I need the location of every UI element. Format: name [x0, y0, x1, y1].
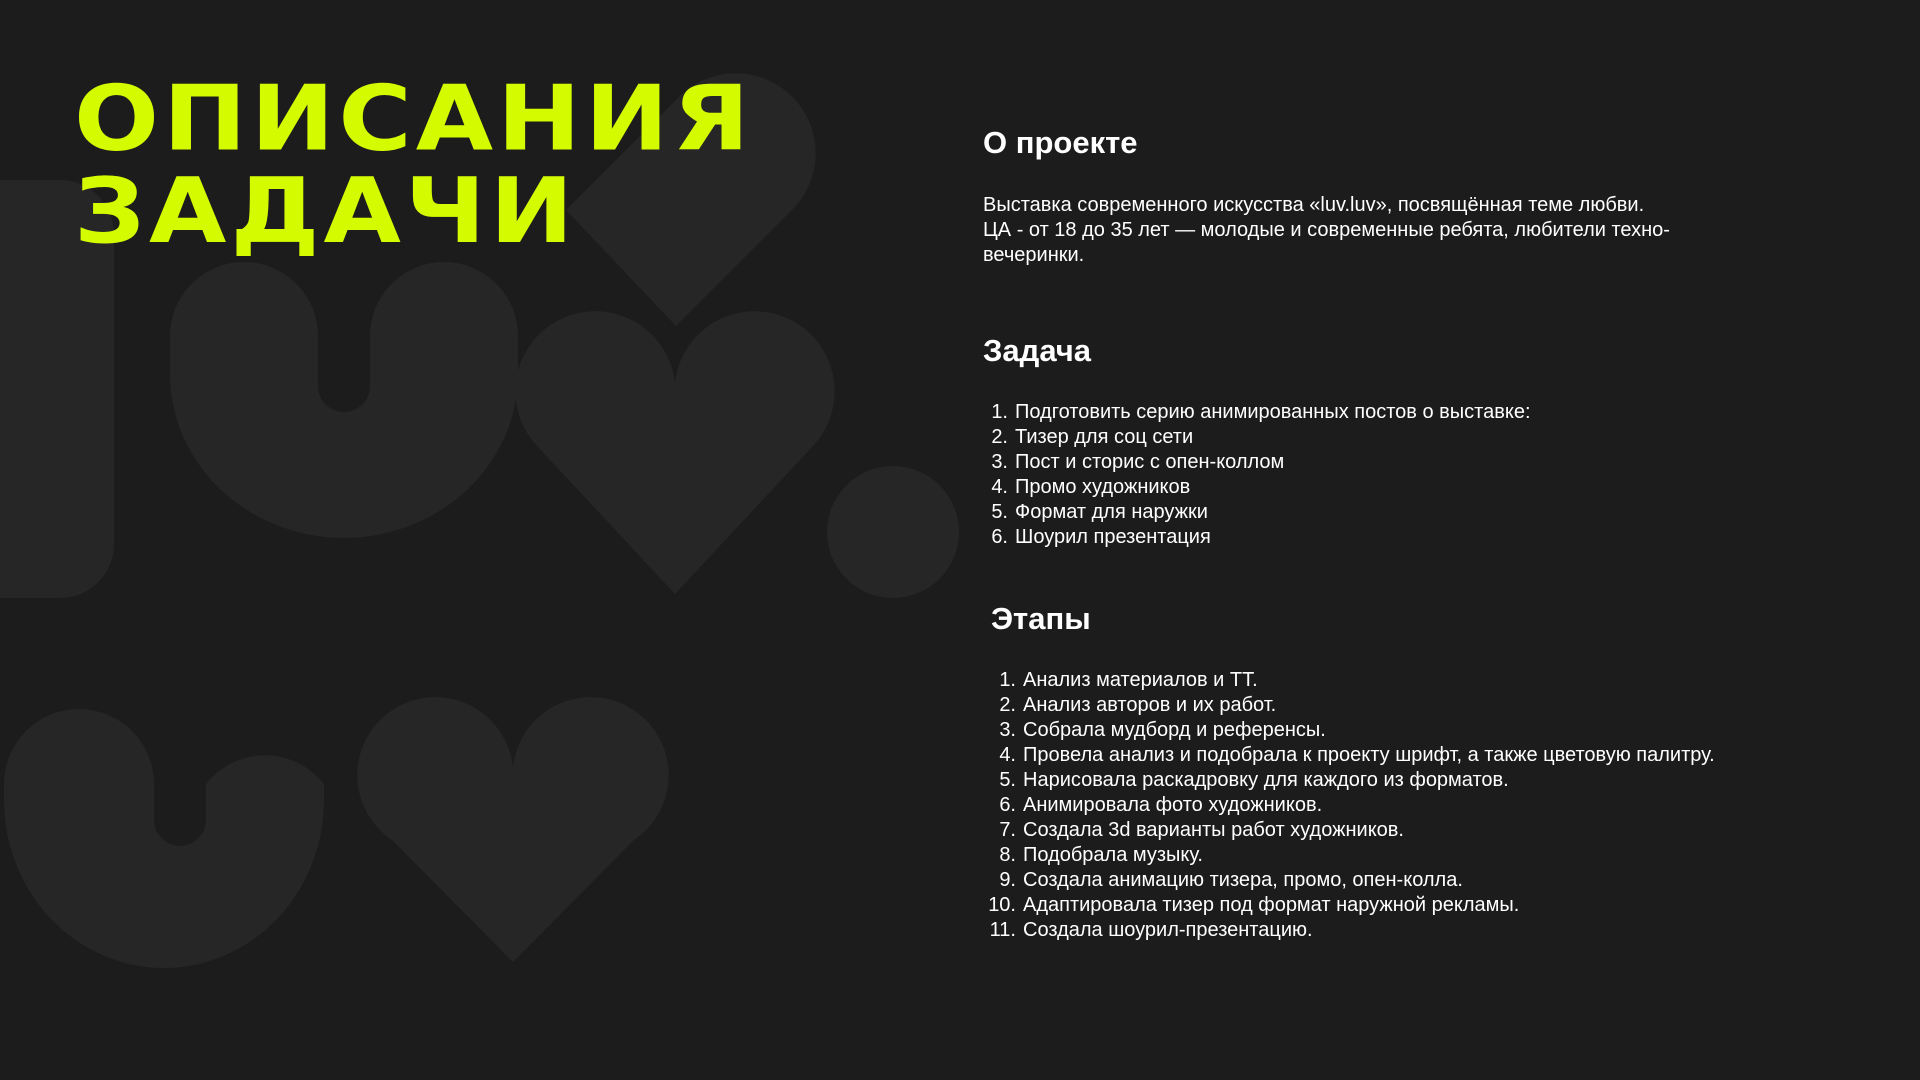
list-item: 9. Создала анимацию тизера, промо, опен-колла.	[999, 869, 1463, 891]
stages-section	[983, 599, 1920, 943]
stages-list	[983, 668, 1920, 943]
watermark-heart-bottom	[357, 697, 668, 962]
about-text	[983, 193, 1763, 268]
list-item: 3. Собрала мудборд и референсы.	[999, 719, 1326, 741]
task-section	[983, 331, 1920, 550]
about-line: Выставка современного искусства «luv.luv», посвящённая теме любви.	[983, 194, 1645, 216]
list-item: 4. Провела анализ и подобрала к проекту шрифт, а также цветовую палитру.	[999, 744, 1715, 766]
task-list	[983, 400, 1920, 550]
list-item: 5. Нарисовала раскадровку для каждого из форматов.	[999, 769, 1509, 791]
page-title-line-1: ОПИСАНИЯ	[74, 65, 754, 171]
list-item: 2. Тизер для соц сети	[991, 426, 1194, 448]
list-item: 2. Анализ авторов и их работ.	[999, 694, 1277, 716]
stages-heading: Этапы	[991, 601, 1091, 636]
list-item: 10. Адаптировала тизер под формат наружной рекламы.	[988, 894, 1520, 916]
about-heading: О проекте	[983, 125, 1138, 160]
page-title-line-2: ЗАДАЧИ	[74, 158, 578, 264]
watermark-dot	[827, 466, 959, 598]
list-item: 11. Создала шоурил-презентацию.	[989, 919, 1313, 941]
list-item: 6. Анимировала фото художников.	[999, 794, 1323, 816]
about-section	[983, 123, 1920, 268]
list-item: 1. Подготовить серию анимированных постов о выставке:	[991, 401, 1531, 423]
watermark-letter-u-bottom	[4, 709, 324, 968]
list-item: 3. Пост и сторис с опен-коллом	[991, 451, 1285, 473]
watermark-heart-top-shape	[515, 311, 834, 594]
list-item: 5. Формат для наружки	[991, 501, 1208, 523]
page-title	[74, 65, 754, 264]
about-line: ЦА - от 18 до 35 лет — молодые и современные ребята, любители техно-вечеринки.	[983, 219, 1670, 266]
list-item: 8. Подобрала музыку.	[999, 844, 1203, 866]
task-heading: Задача	[983, 333, 1092, 368]
list-item: 4. Промо художников	[991, 476, 1191, 498]
list-item: 7. Создала 3d варианты работ художников.	[999, 819, 1404, 841]
list-item: 1. Анализ материалов и ТТ.	[999, 669, 1258, 691]
list-item: 6. Шоурил презентация	[991, 526, 1211, 548]
